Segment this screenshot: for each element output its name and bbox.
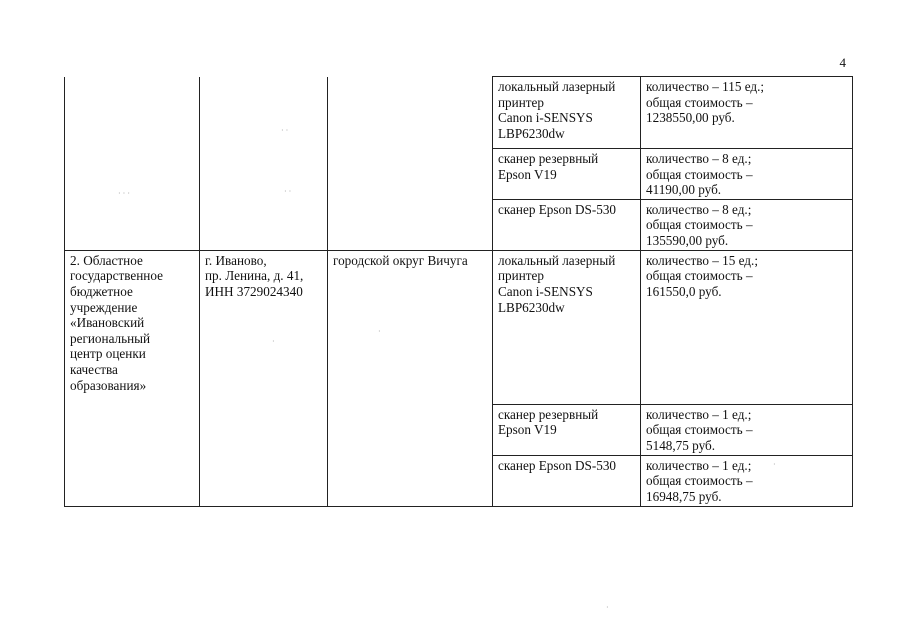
- organization-cell: 2. Областное государственное бюджетное учреждение «Ивановский региональный центр оценки качества образования»: [65, 250, 200, 506]
- municipality-cell: городской округ Вичуга: [328, 250, 493, 506]
- details-cell: количество – 8 ед.; общая стоимость – 41190,00 руб.: [641, 149, 853, 200]
- scan-speck: · ·: [281, 126, 289, 135]
- equipment-cell: сканер резервный Epson V19: [493, 149, 641, 200]
- equipment-allocation-table: [64, 76, 853, 507]
- details-cell: количество – 8 ед.; общая стоимость – 135590,00 руб.: [641, 199, 853, 250]
- equipment-cell: сканер Epson DS-530: [493, 455, 641, 506]
- equipment-cell: сканер Epson DS-530: [493, 199, 641, 250]
- scan-speck: ·: [773, 460, 776, 469]
- scan-speck: ·: [378, 327, 381, 336]
- continued-row-item-1: [65, 77, 853, 149]
- continued-municipality-cell: [328, 77, 493, 251]
- details-cell: количество – 15 ед.; общая стоимость – 161550,0 руб.: [641, 250, 853, 404]
- table-row-item-1: [65, 250, 853, 404]
- scan-speck: · · ·: [118, 189, 130, 198]
- continued-address-cell: [200, 77, 328, 251]
- equipment-cell: локальный лазерный принтер Canon i-SENSYS LBP6230dw: [493, 250, 641, 404]
- equipment-cell: сканер резервный Epson V19: [493, 404, 641, 455]
- address-cell: г. Иваново, пр. Ленина, д. 41, ИНН 3729024340: [200, 250, 328, 506]
- details-cell: количество – 1 ед.; общая стоимость – 16948,75 руб.: [641, 455, 853, 506]
- page-number: 4: [839, 55, 846, 70]
- continued-organization-cell: [65, 77, 200, 251]
- details-cell: количество – 115 ед.; общая стоимость – 1238550,00 руб.: [641, 77, 853, 149]
- equipment-cell: локальный лазерный принтер Canon i-SENSYS LBP6230dw: [493, 77, 641, 149]
- details-cell: количество – 1 ед.; общая стоимость – 5148,75 руб.: [641, 404, 853, 455]
- scan-speck: ·: [272, 337, 275, 346]
- scan-speck: · ·: [284, 187, 292, 196]
- scan-speck: ·: [606, 603, 609, 612]
